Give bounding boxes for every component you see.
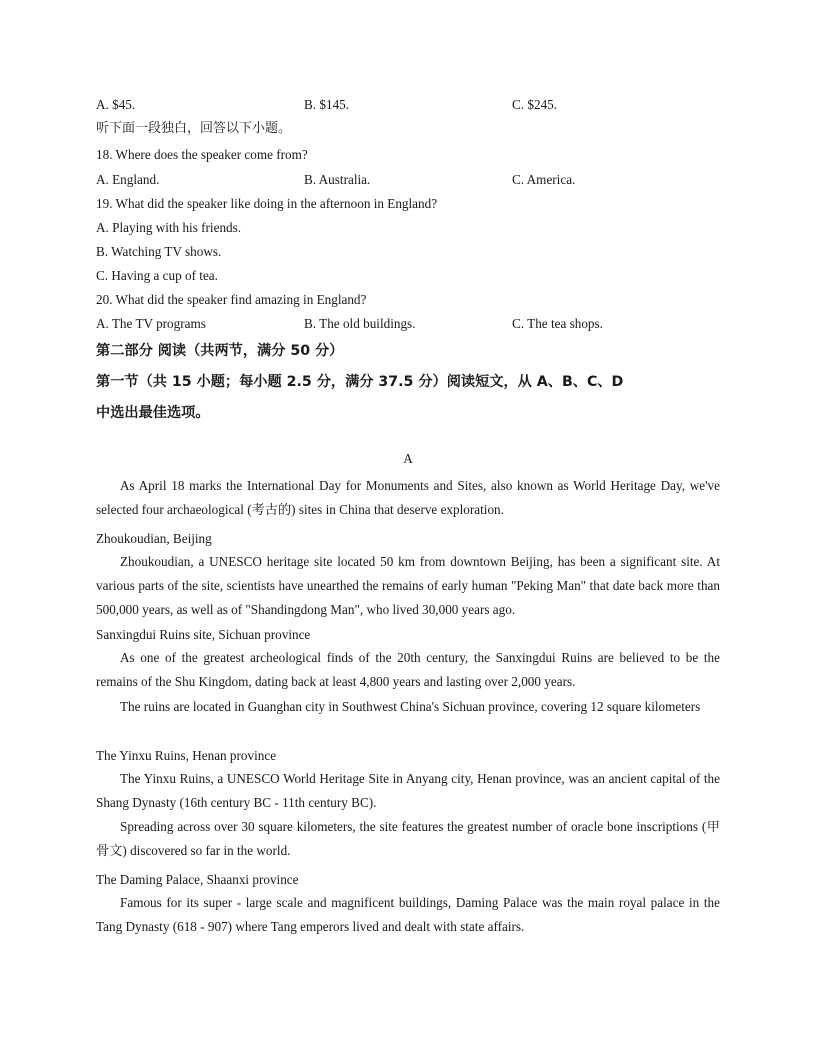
q20-option-a: A. The TV programs	[96, 316, 206, 331]
q20-question: 20. What did the speaker find amazing in England?	[96, 292, 367, 307]
q18-option-c: C. America.	[512, 172, 576, 187]
site-heading-sanxingdui: Sanxingdui Ruins site, Sichuan province	[96, 627, 311, 642]
q18-question: 18. Where does the speaker come from?	[96, 147, 308, 162]
q19-option-b: B. Watching TV shows.	[96, 244, 222, 259]
section1-instruction-line1: 第一节（共 15 小题；每小题 2.5 分，满分 37.5 分）阅读短文，从 A、B、C、D	[96, 374, 624, 390]
q17-options	[96, 96, 720, 114]
q17-option-c: C. $245.	[512, 97, 558, 112]
q20-option-b: B. The old buildings.	[304, 316, 416, 331]
passage-label: A	[403, 451, 413, 466]
site-body-yinxu-1	[96, 767, 720, 815]
paragraph: Spreading across over 30 square kilometers, the site features the greatest number of oracle bone inscriptions (甲骨文) discovered so far in the world.	[96, 819, 720, 858]
q20-option-c: C. The tea shops.	[512, 316, 603, 331]
q18-option-b: B. Australia.	[304, 172, 371, 187]
q19-option-c: C. Having a cup of tea.	[96, 268, 218, 283]
section1-instruction-line2: 中选出最佳选项。	[96, 405, 210, 421]
passage-intro	[96, 474, 720, 522]
monologue-instruction: 听下面一段独白，回答以下小题。	[96, 121, 292, 136]
site-heading-yinxu: The Yinxu Ruins, Henan province	[96, 748, 277, 763]
site-body-sanxingdui-1	[96, 646, 720, 694]
site-heading-daming: The Daming Palace, Shaanxi province	[96, 872, 299, 887]
paragraph: As one of the greatest archeological finds of the 20th century, the Sanxingdui Ruins are believed to be the remains of the Shu Kingdom, dating back at least 4,800 years and lasting over 2,000 years.	[96, 650, 720, 689]
q18-options	[96, 171, 720, 189]
site-heading-zhoukoudian: Zhoukoudian, Beijing	[96, 531, 212, 546]
site-body-zhoukoudian	[96, 550, 720, 622]
site-body-daming	[96, 891, 720, 939]
q17-option-a: A. $45.	[96, 97, 136, 112]
site-body-yinxu-2	[96, 815, 720, 863]
paragraph: The ruins are located in Guanghan city in Southwest China's Sichuan province, covering 12 square kilometers	[120, 699, 701, 714]
paragraph: Famous for its super - large scale and magnificent buildings, Daming Palace was the main royal palace in the Tang Dynasty (618 - 907) where Tang emperors lived and dealt with state affairs.	[96, 895, 720, 934]
paragraph: Zhoukoudian, a UNESCO heritage site located 50 km from downtown Beijing, has been a significant site. At various parts of the site, scientists have unearthed the remains of early human "Peking Man" that date back more than 500,000 years, as well as of "Shandingdong Man", who lived 30,000 years ago.	[96, 554, 720, 617]
part2-title: 第二部分 阅读（共两节，满分 50 分）	[96, 343, 344, 359]
site-body-sanxingdui-2	[96, 695, 720, 719]
q20-options	[96, 315, 720, 333]
q18-option-a: A. England.	[96, 172, 160, 187]
paragraph: The Yinxu Ruins, a UNESCO World Heritage Site in Anyang city, Henan province, was an ancient capital of the Shang Dynasty (16th century BC - 11th century BC).	[96, 771, 720, 810]
intro-paragraph: As April 18 marks the International Day for Monuments and Sites, also known as World Heritage Day, we've selected four archaeological (考古的) sites in China that deserve exploration.	[96, 478, 720, 517]
q19-option-a: A. Playing with his friends.	[96, 220, 242, 235]
q17-option-b: B. $145.	[304, 97, 350, 112]
q19-question: 19. What did the speaker like doing in the afternoon in England?	[96, 196, 438, 211]
